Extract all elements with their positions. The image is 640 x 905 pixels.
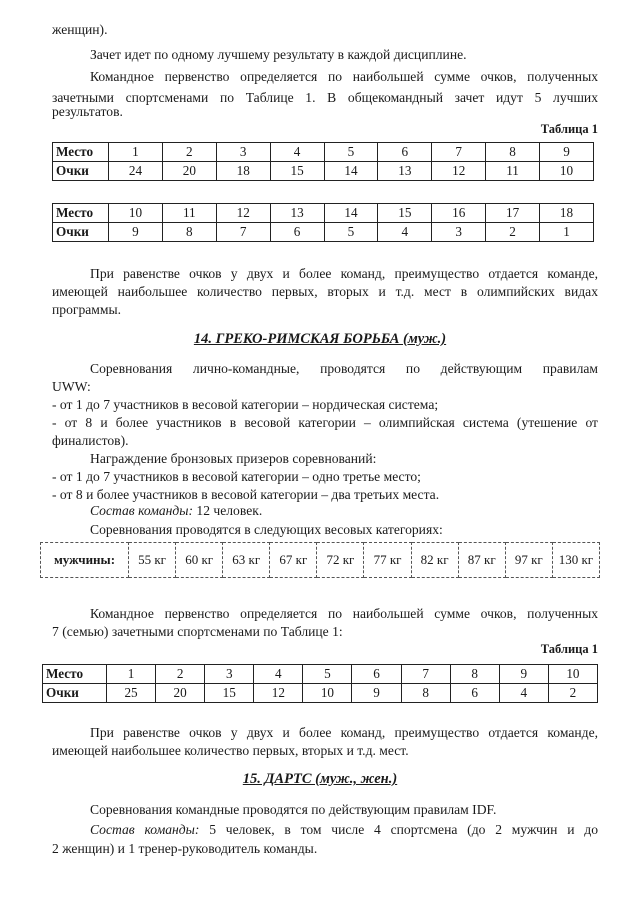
table-cell: 11 [162, 204, 216, 223]
table-row-label: Очки [53, 223, 109, 242]
text-line: финалистов). [52, 433, 129, 448]
table-row-label: Очки [53, 162, 109, 181]
table-cell: 8 [162, 223, 216, 242]
table-cell: 10 [548, 665, 597, 684]
text-line: имеющей наибольшее количество первых, вторых и т.д. мест в олимпийских видах [52, 284, 598, 299]
table-cell: 18 [540, 204, 594, 223]
table-cell: 3 [432, 223, 486, 242]
text-line: - от 8 и более участников в весовой категории – олимпийская система (утешение от [52, 415, 598, 430]
team-value: 12 человек. [193, 503, 263, 518]
text-line: При равенстве очков у двух и более команд, преимущество отдается команде, [90, 266, 598, 281]
table-cell: 7 [401, 665, 450, 684]
table-cell: 13 [378, 162, 432, 181]
section-heading: 15. ДАРТС (муж., жен.) [242, 771, 398, 787]
table-cell: 24 [109, 162, 163, 181]
table-row [53, 223, 594, 242]
table-row [43, 665, 598, 684]
table-cell: 4 [270, 143, 324, 162]
table-cell: 6 [450, 684, 499, 703]
table-cell: 9 [499, 665, 548, 684]
table-cell: 14 [324, 204, 378, 223]
table-row [53, 204, 594, 223]
points-table-wrestling [42, 664, 598, 703]
table-caption: Таблица 1 [540, 642, 598, 656]
table-cell: 10 [109, 204, 163, 223]
points-table-part1 [52, 142, 594, 181]
table-cell: 12 [254, 684, 303, 703]
table-cell: 17 [486, 204, 540, 223]
table-cell: 5 [324, 143, 378, 162]
table-caption: Таблица 1 [540, 122, 598, 136]
table-cell: 4 [499, 684, 548, 703]
weight-category: 67 кг [270, 543, 317, 578]
table-cell: 7 [216, 223, 270, 242]
weight-category: 82 кг [411, 543, 458, 578]
table-row-label: Место [53, 143, 109, 162]
text-line: программы. [52, 302, 122, 317]
table-cell: 6 [352, 665, 401, 684]
points-table-part2 [52, 203, 594, 242]
section-heading: 14. ГРЕКО-РИМСКАЯ БОРЬБА (муж.) [193, 331, 447, 347]
table-cell: 15 [205, 684, 254, 703]
text-line: Соревнования командные проводятся по действующим правилам IDF. [90, 802, 497, 817]
text-line: При равенстве очков у двух и более команд, преимущество отдается команде, [90, 725, 598, 740]
table-cell: 9 [352, 684, 401, 703]
text-line: имеющей наибольшее количество первых, вторых и т.д. мест. [52, 743, 409, 758]
table-cell: 1 [540, 223, 594, 242]
table-cell: 8 [401, 684, 450, 703]
weight-category: 87 кг [458, 543, 505, 578]
table-cell: 14 [324, 162, 378, 181]
table-row [53, 143, 594, 162]
text-line: результатов. [52, 104, 123, 119]
text-line: Командное первенство определяется по наибольшей сумме очков, полученных [90, 606, 598, 621]
table-cell: 20 [162, 162, 216, 181]
table-cell: 10 [540, 162, 594, 181]
weight-category: 97 кг [505, 543, 552, 578]
table-cell: 20 [156, 684, 205, 703]
table-cell: 8 [486, 143, 540, 162]
weight-category: 55 кг [129, 543, 176, 578]
table-cell: 3 [205, 665, 254, 684]
table-cell: 12 [432, 162, 486, 181]
table-row-label: Место [43, 665, 107, 684]
table-cell: 2 [486, 223, 540, 242]
table-cell: 5 [324, 223, 378, 242]
table-cell: 3 [216, 143, 270, 162]
table-row [53, 162, 594, 181]
table-cell: 10 [303, 684, 352, 703]
text-line: UWW: [52, 379, 91, 394]
table-cell: 12 [216, 204, 270, 223]
team-label: Состав команды: [90, 503, 194, 518]
text-line: 7 (семью) зачетными спортсменами по Таблице 1: [52, 624, 343, 639]
text-line: женщин). [52, 22, 108, 37]
table-cell: 4 [378, 223, 432, 242]
table-cell: 25 [107, 684, 156, 703]
text-line: - от 8 и более участников в весовой категории – два третьих места. [52, 487, 440, 502]
text-line: Соревнования лично-командные, проводятся по действующим правилам [90, 361, 598, 376]
table-cell: 18 [216, 162, 270, 181]
table-row-label: мужчины: [41, 543, 129, 578]
table-cell: 6 [378, 143, 432, 162]
table-cell: 6 [270, 223, 324, 242]
text-line: Соревнования проводятся в следующих весовых категориях: [90, 522, 443, 537]
table-cell: 9 [540, 143, 594, 162]
table-cell: 11 [486, 162, 540, 181]
text-line: Награждение бронзовых призеров соревнований: [90, 451, 377, 466]
team-label: Состав команды: [90, 822, 200, 837]
table-cell: 16 [432, 204, 486, 223]
table-cell: 1 [107, 665, 156, 684]
table-cell: 4 [254, 665, 303, 684]
text-line: - от 1 до 7 участников в весовой категории – одно третье место; [52, 469, 421, 484]
table-cell: 5 [303, 665, 352, 684]
weight-category: 72 кг [317, 543, 364, 578]
text-line: Зачет идет по одному лучшему результату в каждой дисциплине. [90, 47, 467, 62]
table-cell: 9 [109, 223, 163, 242]
team-value: 5 человек, в том числе 4 спортсмена (до 2 мужчин и до [199, 822, 598, 837]
text-line [90, 502, 598, 519]
table-cell: 13 [270, 204, 324, 223]
table-cell: 2 [548, 684, 597, 703]
text-line: зачетными спортсменами по Таблице 1. В общекомандный зачет идут 5 лучших [52, 90, 598, 105]
table-row-label: Очки [43, 684, 107, 703]
table-cell: 1 [109, 143, 163, 162]
text-line: Командное первенство определяется по наибольшей сумме очков, полученных [90, 69, 598, 84]
table-cell: 2 [156, 665, 205, 684]
weight-category: 60 кг [176, 543, 223, 578]
weight-category: 130 кг [552, 543, 599, 578]
table-row-label: Место [53, 204, 109, 223]
weight-category: 63 кг [223, 543, 270, 578]
text-line: 2 женщин) и 1 тренер-руководитель команды. [52, 841, 318, 856]
table-row [41, 543, 600, 578]
table-cell: 2 [162, 143, 216, 162]
table-row [43, 684, 598, 703]
text-line [90, 821, 598, 838]
weight-category: 77 кг [364, 543, 411, 578]
table-cell: 15 [270, 162, 324, 181]
table-cell: 8 [450, 665, 499, 684]
text-line: - от 1 до 7 участников в весовой категории – нордическая система; [52, 397, 439, 412]
table-cell: 15 [378, 204, 432, 223]
weight-categories-table [40, 542, 600, 578]
table-cell: 7 [432, 143, 486, 162]
